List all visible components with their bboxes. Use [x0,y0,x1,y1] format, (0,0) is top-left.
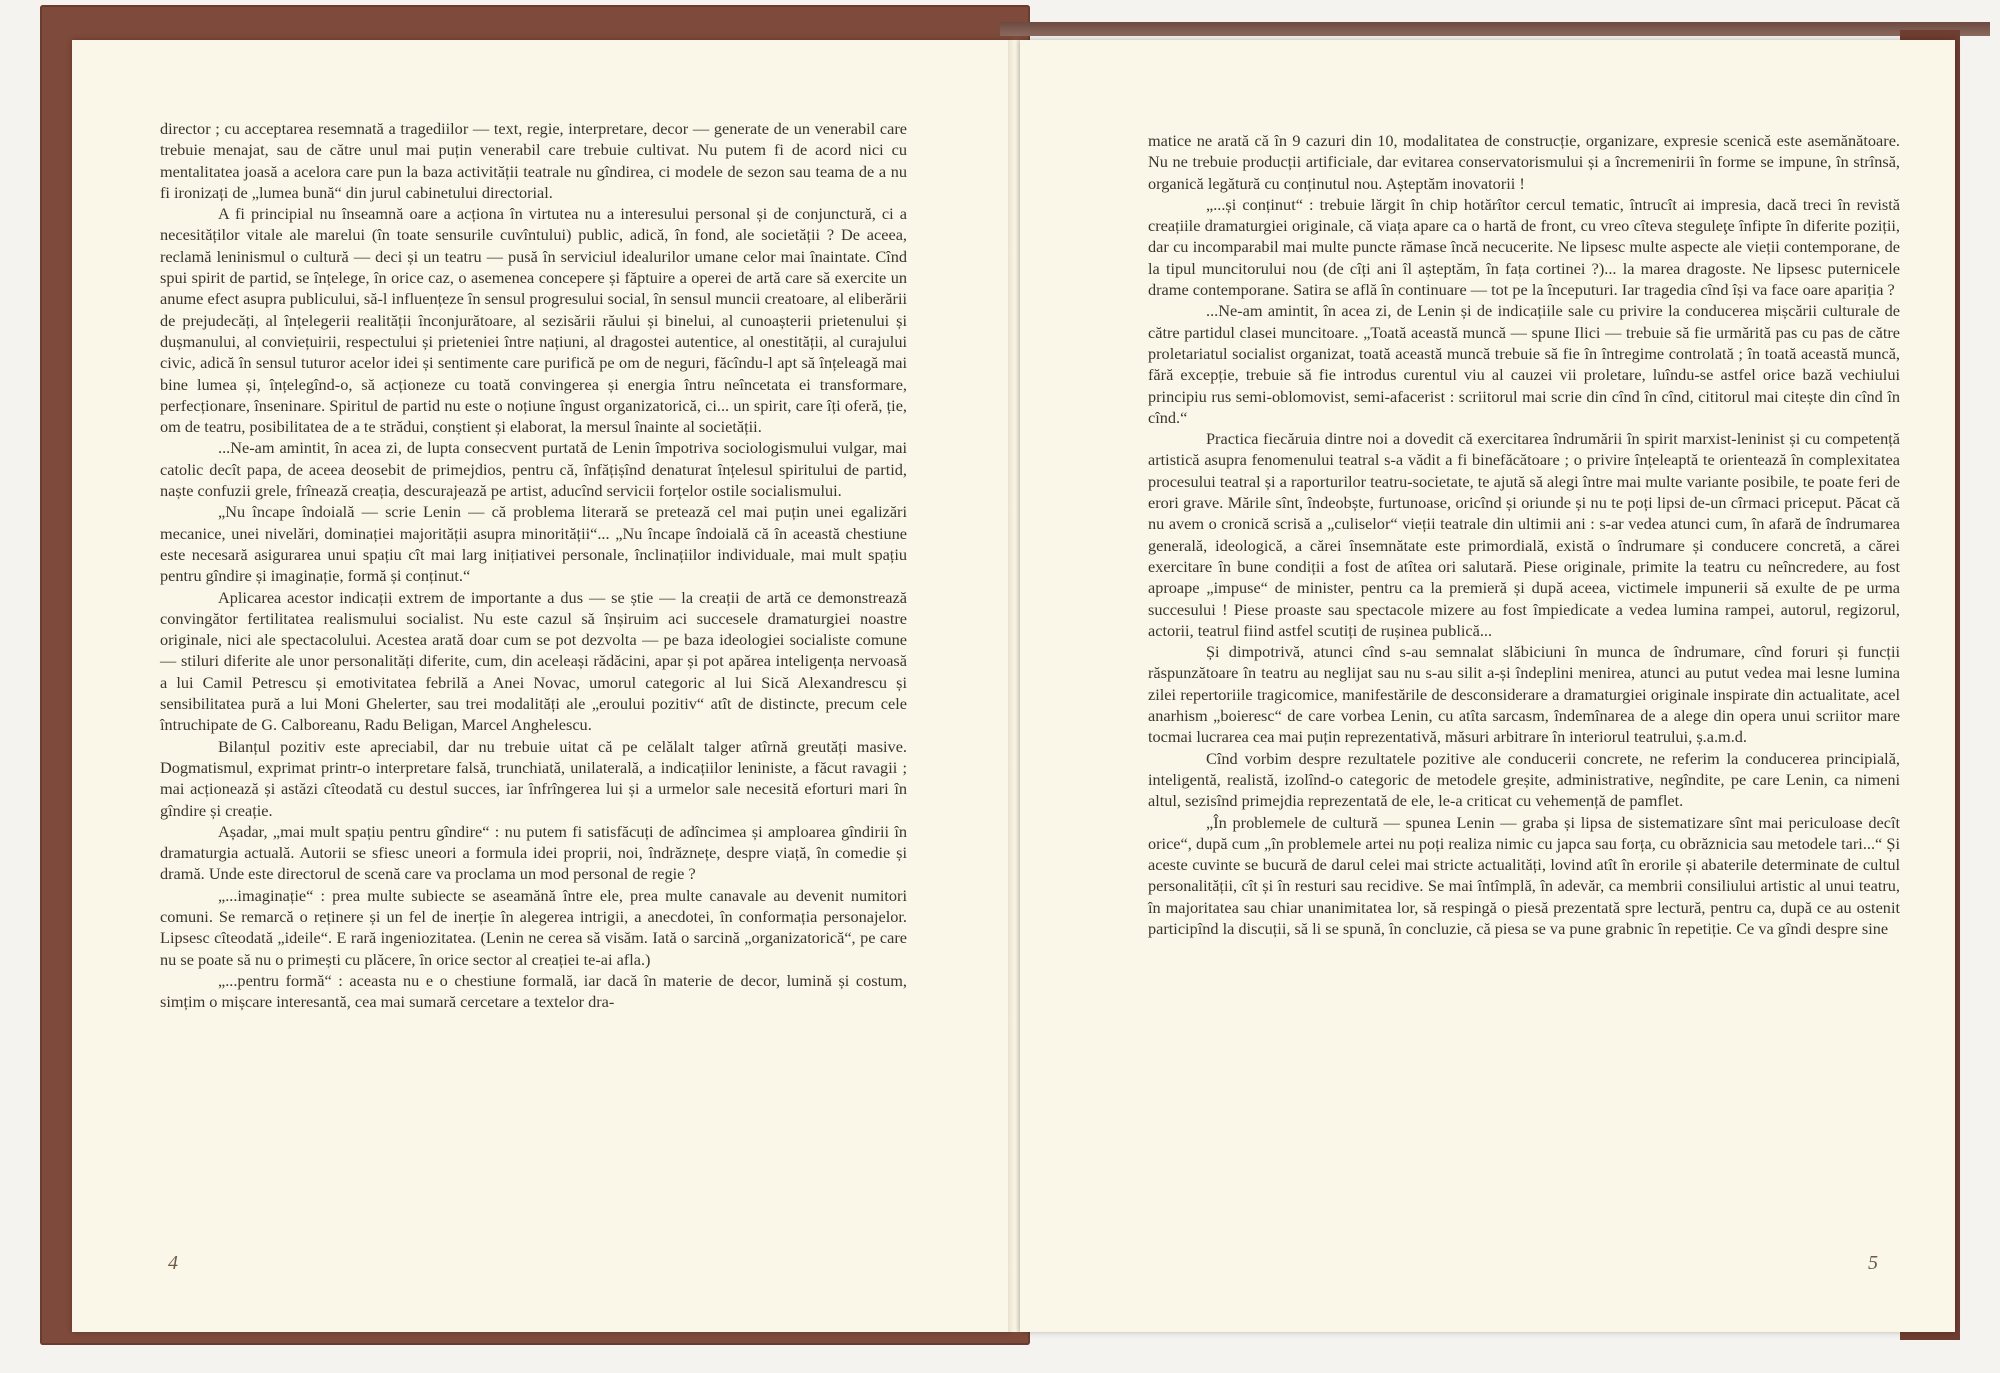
paragraph: ...Ne-am amintit, în acea zi, de lupta consecvent purtată de Lenin împotriva sociologismului vulgar, mai catolic decît papa, de aceea deosebit de primejdios, pentru că, înfățișînd denaturat înțelesul spiritului de partid, naște confuzii grele, frînează creația, descurajează pe artist, aducînd servicii forțelor ostile socialismului. [160,438,907,501]
paragraph: „...imaginație“ : prea multe subiecte se aseamănă între ele, prea multe canavale au devenit numitori comuni. Se remarcă o reținere și un fel de inerție în alegerea intrigii, a anecdotei, în conformația personajelor. Lipsesc cîteodată „ideile“. E rară ingeniozitatea. (Lenin ne cerea să visăm. Iată o sarcină „organizatorică“, pe care nu se poate să nu o primești cu plăcere, în orice sector al creației te-ai afla.) [160,885,907,969]
paragraph: Și dimpotrivă, atunci cînd s-au semnalat slăbiciuni în munca de îndrumare, cînd foruri și funcții răspunzătoare în teatru au neglijat sau nu s-au silit a-și îndeplini menirea, atunci au putut vedea mai lesne lumina zilei repertoriile tragicomice, manifestările de desconsiderare a dramaturgiei originale inspirate din actualitate, acel anarhism „boieresc“ de care vorbea Lenin, cu atîta sarcasm, îndemînarea de a alege din opera unui scriitor mare tocmai lucrarea cea mai puțin reprezentativă, măsuri arbitrare în interiorul teatrului, ș.a.m.d. [1148,642,1900,747]
page-number-right: 5 [1868,1252,1878,1274]
paragraph: Așadar, „mai mult spațiu pentru gîndire“ : nu putem fi satisfăcuți de adîncimea și amploarea gîndirii în dramaturgia actuală. Autorii se sfiesc uneori a formula idei proprii, noi, îndrăznețe, despre viață, în comedie și dramă. Unde este directorul de scenă care va proclama un mod personal de regie ? [160,821,907,884]
paragraph: Aplicarea acestor indicații extrem de importante a dus — se știe — la creații de artă ce demonstrează convingător fertilitatea realismului socialist. Nu este cazul să înșiruim aci succesele dramaturgiei noastre originale, nici ale spectacolului. Acestea arată doar cum se pot dezvolta — pe baza ideologiei socialiste comune — stiluri diferite ale unor personalități diferite, cum, din aceleași rădăcini, apar și pot apărea inteligența nervoasă a lui Camil Petrescu și emotivitatea febrilă a Anei Novac, umorul categoric al lui Sică Alexandrescu și sensibilitatea pură a lui Moni Ghelerter, sau trei modalități ale „eroului pozitiv“ atît de distincte, precum cele întruchipate de G. Calboreanu, Radu Beligan, Marcel Anghelescu. [160,587,907,735]
paragraph: Cînd vorbim despre rezultatele pozitive ale conducerii concrete, ne referim la conducerea principială, inteligentă, realistă, izolînd-o categoric de metodele greșite, administrative, negîndite, pe care Lenin, ca nimeni altul, sezisînd primejdia reprezentată de ele, le-a criticat cu vehemență de pamflet. [1148,748,1900,811]
left-page [72,40,1012,1332]
paragraph: matice ne arată că în 9 cazuri din 10, modalitatea de construcție, organizare, expresie scenică este asemănătoare. Nu ne trebuie producții artificiale, dar evitarea conservatorismului și a încremenirii în forme se impune, în strînsă, organică legătură cu conținutul nou. Așteptăm inovatorii ! [1148,131,1900,193]
right-page [1020,40,1955,1332]
paragraph: „...pentru formă“ : aceasta nu e o chestiune formală, iar dacă în materie de decor, lumină și costum, simțim o mișcare interesantă, cea mai sumară cercetare a textelor dra- [160,970,907,1012]
paragraph: „În problemele de cultură — spunea Lenin — graba și lipsa de sistematizare sînt mai periculoase decît orice“, după cum „în problemele artei nu poți realiza nimic cu japca sau forța, cu obrăznicia sau metodele tari...“ Și aceste cuvinte se bucură de darul celei mai stricte actualități, lovind atît în erorile și abaterile determinate de cultul personalității, cît și în resturi sau recidive. Se mai întîmplă, în adevăr, ca membrii consiliului artistic al unui teatru, în majoritatea sau chiar unanimitatea lor, să respingă o piesă prezentată spre lectură, pentru ca, după ce au ostenit participînd la discuții, să li se spună, în concluzie, că piesa se va pune grabnic în repetiție. Ce va gîndi despre sine [1148,812,1900,938]
right-page-text [1148,130,1900,939]
book-cover-top-strip [1000,22,1990,36]
paragraph: A fi principial nu înseamnă oare a acționa în virtutea nu a interesului personal și de conjunctură, ci a necesităților vitale ale marelui (în toate sensurile cuvîntului) public, adică, în fond, ale societății ? De aceea, reclamă leninismul o cultură — deci și un teatru — pusă în serviciul idealurilor umane celor mai înaintate. Cînd spui spirit de partid, se înțelege, în orice caz, o asemenea concepere și făptuire a operei de artă care să exercite un anume efect asupra publicului, să-l influențeze în sensul progresului social, în sensul muncii creatoare, al eliberării de prejudecăți, al înțelegerii realității înconjurătoare, al sezisării răului și binelui, al cunoașterii prietenului și dușmanului, al conviețuirii, respectului și prieteniei între națiuni, al dragostei autentice, al onestității, al curajului civic, adică în sensul tuturor acelor idei și sentimente care purifică pe om de neguri, făcîndu-l apt să înțeleagă mai bine lumea și, înțelegînd-o, să acționeze cu toată convingerea și energia întru neîncetata ei transformare, perfecționare, înseninare. Spiritul de partid nu este o noțiune îngust organizatorică, ci... un spirit, care îți oferă, ție, om de teatru, posibilitatea de a te strădui, conștient și elaborat, la mersul înainte al societății. [160,204,907,437]
paragraph: director ; cu acceptarea resemnată a tragediilor — text, regie, interpretare, decor — generate de un venerabil care trebuie menajat, sau de către unul mai puțin venerabil care trebuie cultivat. Nu putem fi de acord nici cu mentalitatea joasă a acelora care pun la baza activității teatrale nu gîndirea, ci modele de sezon sau teama de a nu fi ironizați de „lumea bună“ din jurul cabinetului directorial. [160,119,907,202]
paragraph: Bilanțul pozitiv este apreciabil, dar nu trebuie uitat că pe celălalt talger atîrnă greutăți masive. Dogmatismul, exprimat printr-o interpretare falsă, trunchiată, unilaterală, a indicațiilor leniniste, a făcut ravagii ; mai acționează și astăzi cîteodată cu destul succes, iar înfrîngerea lui și a urmelor sale necesită eforturi mari în gîndire și creație. [160,736,907,820]
paragraph: Practica fiecăruia dintre noi a dovedit că exercitarea îndrumării în spirit marxist-leninist și cu competență artistică asupra fenomenului teatral s-a vădit a fi binefăcătoare ; o privire înțeleaptă te orientează în complexitatea procesului teatral și a raporturilor teatru-societate, te ajută să alegi între mai multe variante posibile, te poate feri de erori grave. Mările sînt, îndeobște, furtunoase, oricînd și oriunde și nu te poți lipsi de-un cîrmaci priceput. Păcat că nu avem o cronică scrisă a „culiselor“ vieții teatrale din ultimii ani : s-ar vedea atunci cum, în afară de îndrumarea generală, ideologică, a cărei însemnătate este primordială, există o îndrumare și conducere concretă, a cărei exercitare în bune condiții a fost de atîtea ori salutară. Piese originale, primite la teatru cu neîncredere, au fost aproape „impuse“ de minister, pentru ca la premieră și după aceea, victimele impunerii să exulte de pe urma succesului ! Piese proaste sau spectacole mizere au fost împiedicate a vedea lumina rampei, autorul, regizorul, actorii, teatrul fiind astfel scutiți de rușinea publică... [1148,429,1900,640]
paragraph: ...Ne-am amintit, în acea zi, de Lenin și de indicațiile sale cu privire la conducerea mișcării culturale de către partidul clasei muncitoare. „Toată această muncă — spune Ilici — trebuie să fie urmărită pas cu pas de către proletariatul socialist organizat, toată această muncă trebuie să fie în întregime controlată ; în toată această muncă, fără excepție, trebuie să fie introdus curentul viu al cauzei vii proletare, luîndu-se astfel orice bază vechiului principiu rus semi-oblomovist, semi-afacerist : scriitorul mai scrie din cînd în cînd, cititorul mai citește din cînd în cînd.“ [1148,301,1900,427]
paragraph: „Nu încape îndoială — scrie Lenin — că problema literară se pretează cel mai puțin unei egalizări mecanice, unei nivelări, dominației majorității asupra minorității“... „Nu încape îndoială că în această chestiune este necesară asigurarea unui spațiu cît mai larg inițiativei personale, înclinațiilor individuale, mai mult spațiu pentru gîndire și imaginație, formă și conținut.“ [160,502,907,586]
page-number-left: 4 [168,1252,178,1274]
paragraph: „...și conținut“ : trebuie lărgit în chip hotărîtor cercul tematic, întrucît ai impresia, dacă treci în revistă creațiile dramaturgiei originale, că viața apare ca o hartă de front, cu vreo cîteva steguleţe înfipte în diferite poziții, dar cu incomparabil mai multe puncte rămase încă necucerite. Ne lipsesc multe aspecte ale vieții contemporane, de la tipul muncitorului nou (de cîți ani îl așteptăm, în fața cortinei ?)... la marea dragoste. Ne lipsesc puternicele drame contemporane. Satira se află în continuare — tot pe la începuturi. Iar tragedia cînd își va face oare apariția ? [1148,194,1900,300]
left-page-text [160,118,907,1012]
